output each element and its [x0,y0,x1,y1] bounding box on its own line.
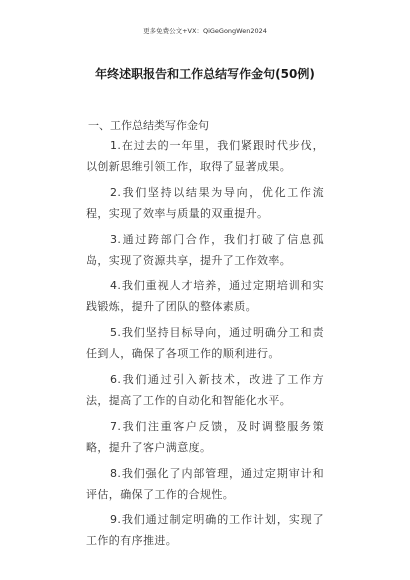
header-note: 更多免费公文+VX：QiGeGongWen2024 [143,27,267,35]
list-item: 7.我们注重客户反馈，及时调整服务策略，提升了客户满意度。 [86,419,324,454]
section-heading: 一、工作总结类写作金句 [88,119,209,132]
list-item: 3.通过跨部门合作，我们打破了信息孤岛，实现了资源共享，提升了工作效率。 [86,232,324,267]
list-item: 4.我们重视人才培养，通过定期培训和实践锻炼，提升了团队的整体素质。 [86,279,324,314]
list-item: 2.我们坚持以结果为导向，优化工作流程，实现了效率与质量的双重提升。 [86,185,324,220]
quote-list [86,135,324,556]
list-item: 6.我们通过引入新技术，改进了工作方法，提高了工作的自动化和智能化水平。 [86,372,324,407]
list-item: 5.我们坚持目标导向，通过明确分工和责任到人，确保了各项工作的顺利进行。 [86,326,324,361]
list-item: 1.在过去的一年里，我们紧跟时代步伐，以创新思维引领工作，取得了显著成果。 [86,139,324,173]
document-title: 年终述职报告和工作总结写作金句(50例) [95,67,315,81]
list-item: 8.我们强化了内部管理，通过定期审计和评估，确保了工作的合规性。 [86,466,324,501]
list-item: 9.我们通过制定明确的工作计划，实现了工作的有序推进。 [86,513,324,548]
